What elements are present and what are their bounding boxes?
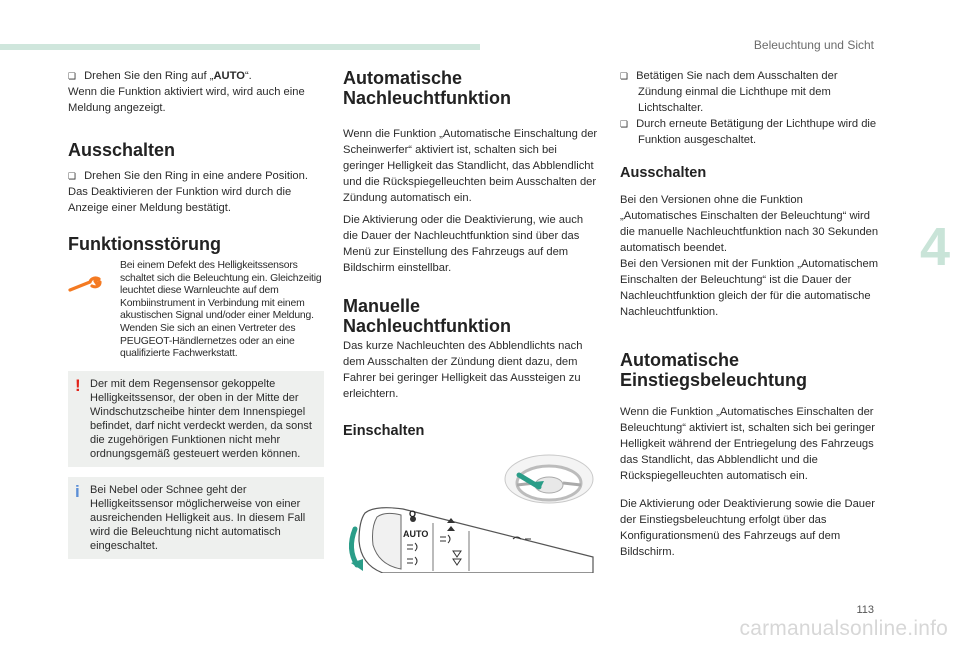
warning-text: Der mit dem Regensensor gekoppelte Helligkeitssensor, der oben in der Mitte der Windschutzscheibe hinter dem Innenspiegel befindet, darf nicht verdeckt werden, da sonst die zugehörigen Funktionen nicht mehr ordnungsgemäß gesteuert werden können. — [90, 377, 312, 460]
welcome-lighting-heading: Automatische Einstiegsbeleuchtung — [620, 350, 808, 390]
lighting-stalk-illustration — [343, 453, 601, 573]
switch-off-heading: Ausschalten — [68, 140, 176, 160]
welcome-lighting-text-1: Wenn die Funktion „Automatisches Einschalten der Beleuchtung“ aktiviert ist, schalten sich bei geringer Helligkeit während der Entriegelung des Fahrzeugs das Standlicht, das Abblendlicht und die Rückspiegelleuchten automatisch ein. — [620, 406, 875, 482]
col3-switch-off-text-1: Bei den Versionen ohne die Funktion „Automatisches Einschalten der Beleuchtung“ wird die manuelle Nachleuchtfunktion nach 30 Sekunden automatisch beendet. — [620, 194, 879, 254]
col3-switch-off-heading: Ausschalten — [620, 165, 707, 181]
manual-follow-me-text: Das kurze Nachleuchten des Abblendlichts nach dem Ausschalten der Zündung dient dazu, dem Fahrer bei geringer Helligkeit das Aussteigen zu erleichtern. — [343, 340, 583, 400]
off-position-label: O — [409, 509, 417, 519]
welcome-lighting-text-2: Die Aktivierung oder Deaktivierung sowie die Dauer der Einstiegsbeleuchtung erfolgt über das Konfigurationsmenü des Fahrzeugs auf dem Bildschirm. — [620, 498, 875, 558]
section-title: Beleuchtung und Sicht — [753, 38, 874, 52]
switch-off-text: Das Deaktivieren der Funktion wird durch die Anzeige einer Meldung bestätigt. — [68, 186, 292, 214]
checkbox-bullet-icon: ❏ — [68, 171, 77, 181]
fault-heading: Funktionsstörung — [68, 234, 221, 254]
intro-bullet: ❏ Drehen Sie den Ring auf „AUTO“. — [68, 70, 252, 82]
auto-follow-me-text-2: Die Aktivierung oder die Deaktivierung, wie auch die Dauer der Nachleuchtfunktion sind über das Menü zur Einstellung des Fahrzeugs auf dem Bildschirm einstellbar. — [343, 214, 584, 274]
switch-off-bullet: ❏ Drehen Sie den Ring in eine andere Position. — [68, 170, 308, 182]
flash-bullet-2: ❏ Durch erneute Betätigung der Lichthupe wird die Funktion ausgeschaltet. — [620, 118, 877, 146]
fault-block — [68, 260, 324, 361]
auto-follow-me-text-1: Wenn die Funktion „Automatische Einschaltung der Scheinwerfer“ aktiviert ist, schalten sich bei geringer Helligkeit das Standlicht, das Abblendlicht und die Rückspiegelleuchten beim Ausschalten der Zündung automatisch ein. — [343, 128, 598, 204]
header-accent-bar — [0, 44, 480, 50]
warning-box — [68, 371, 324, 467]
manual-follow-me-heading: Manuelle Nachleuchtfunktion — [343, 296, 512, 336]
checkbox-bullet-icon: ❏ — [68, 71, 77, 81]
fault-description: Bei einem Defekt des Helligkeitssensors schaltet sich die Beleuchtung ein. Gleichzeitig leuchtet diese Warnleuchte auf dem Kombiinstrument in Verbindung mit einem akustischen Signal und/oder einer Meldung. Wenden Sie sich an einen Vertreter des PEUGEOT-Händlernetzes oder an eine qualifizierte Fachwerkstatt. — [120, 260, 322, 360]
auto-label: AUTO — [403, 529, 429, 539]
intro-text: Wenn die Funktion aktiviert wird, wird auch eine Meldung angezeigt. — [68, 86, 305, 114]
info-box — [68, 477, 324, 559]
column-2 — [343, 68, 601, 440]
auto-keyword: AUTO — [213, 70, 245, 82]
checkbox-bullet-icon: ❏ — [620, 119, 629, 129]
info-text: Bei Nebel oder Schnee geht der Helligkeitssensor möglicherweise von einer ausreichenden Helligkeit aus. In diesem Fall wird die Beleuchtung nicht automatisch eingeschaltet. — [90, 483, 306, 552]
wrench-icon — [68, 260, 120, 361]
flash-bullet-1: ❏ Betätigen Sie nach dem Ausschalten der Zündung einmal die Lichthupe mit dem Lichtschalter. — [620, 70, 838, 114]
checkbox-bullet-icon: ❏ — [620, 71, 629, 81]
page-number: 113 — [856, 604, 874, 616]
column-1 — [68, 68, 324, 559]
chapter-number: 4 — [919, 217, 950, 277]
column-3 — [620, 68, 880, 560]
auto-follow-me-heading: Automatische Nachleuchtfunktion — [343, 68, 512, 108]
exclamation-icon: ! — [75, 375, 81, 395]
switch-on-heading: Einschalten — [343, 423, 425, 439]
stalk-drawing — [343, 453, 601, 573]
info-icon: i — [75, 481, 80, 501]
watermark: carmanualsonline.info — [739, 617, 948, 640]
col3-switch-off-text-2: Bei den Versionen mit der Funktion „Automatischem Einschalten der Beleuchtung“ ist die Dauer der Nachleuchtfunktion gleich der für die automatische Nachleuchtfunktion. — [620, 258, 879, 318]
